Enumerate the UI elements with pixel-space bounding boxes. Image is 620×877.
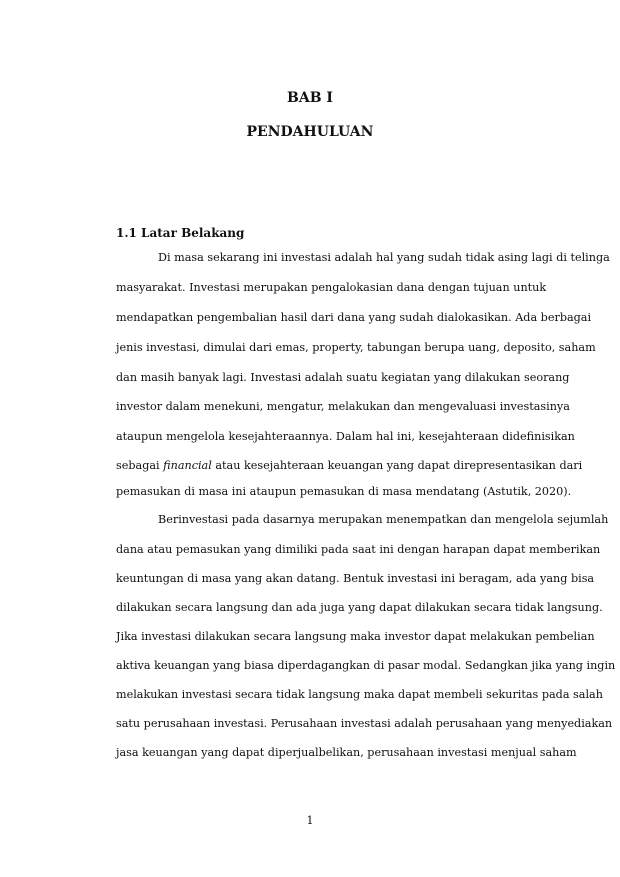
paragraph-2-line-6: aktiva keuangan yang biasa diperdagangkan di pasar modal. Sedangkan jika yang ingin: [116, 659, 616, 672]
paragraph-2-line-3: keuntungan di masa yang akan datang. Bentuk investasi ini beragam, ada yang bisa: [116, 572, 595, 585]
line-8-prefix: sebagai: [116, 459, 160, 472]
paragraph-1-line-7: ataupun mengelola kesejahteraannya. Dalam hal ini, kesejahteraan didefinisikan: [116, 430, 575, 443]
chapter-label: BAB I: [287, 90, 333, 106]
paragraph-1-line-3: mendapatkan pengembalian hasil dari dana yang sudah dialokasikan. Ada berbagai: [116, 311, 592, 324]
paragraph-2-last-line: jasa keuangan yang dapat diperjualbelikan, perusahaan investasi menjual saham: [116, 746, 577, 759]
chapter-title: PENDAHULUAN: [246, 124, 374, 140]
line-8-suffix: atau kesejahteraan keuangan yang dapat direpresentasikan dari: [215, 459, 583, 472]
paragraph-2-line-2: dana atau pemasukan yang dimiliki pada saat ini dengan harapan dapat memberikan: [116, 543, 601, 556]
paragraph-2-line-7: melakukan investasi secara tidak langsung maka dapat membeli sekuritas pada salah: [116, 688, 603, 701]
paragraph-2-line-5: Jika investasi dilakukan secara langsung maka investor dapat melakukan pembelian: [116, 630, 595, 643]
paragraph-1-line-1: Di masa sekarang ini investasi adalah hal yang sudah tidak asing lagi di telinga: [158, 251, 610, 264]
paragraph-1-line-2: masyarakat. Investasi merupakan pengalokasian dana dengan tujuan untuk: [116, 281, 547, 294]
paragraph-1-line-8: [116, 458, 583, 474]
paragraph-1-line-6: investor dalam menekuni, mengatur, melakukan dan mengevaluasi investasinya: [116, 400, 570, 413]
section-heading: 1.1 Latar Belakang: [116, 226, 245, 240]
italic-term: financial: [163, 459, 212, 472]
paragraph-1-line-5: dan masih banyak lagi. Investasi adalah suatu kegiatan yang dilakukan seorang: [116, 371, 570, 384]
page-number: 1: [306, 814, 314, 827]
paragraph-2-line-4: dilakukan secara langsung dan ada juga yang dapat dilakukan secara tidak langsung.: [116, 601, 603, 614]
paragraph-2-line-8: satu perusahaan investasi. Perusahaan investasi adalah perusahaan yang menyediakan: [116, 717, 613, 730]
paragraph-1-last-line: pemasukan di masa ini ataupun pemasukan di masa mendatang (Astutik, 2020).: [116, 485, 572, 498]
paragraph-1-line-4: jenis investasi, dimulai dari emas, property, tabungan berupa uang, deposito, saham: [116, 341, 596, 354]
paragraph-2-line-1: Berinvestasi pada dasarnya merupakan menempatkan dan mengelola sejumlah: [158, 513, 609, 526]
